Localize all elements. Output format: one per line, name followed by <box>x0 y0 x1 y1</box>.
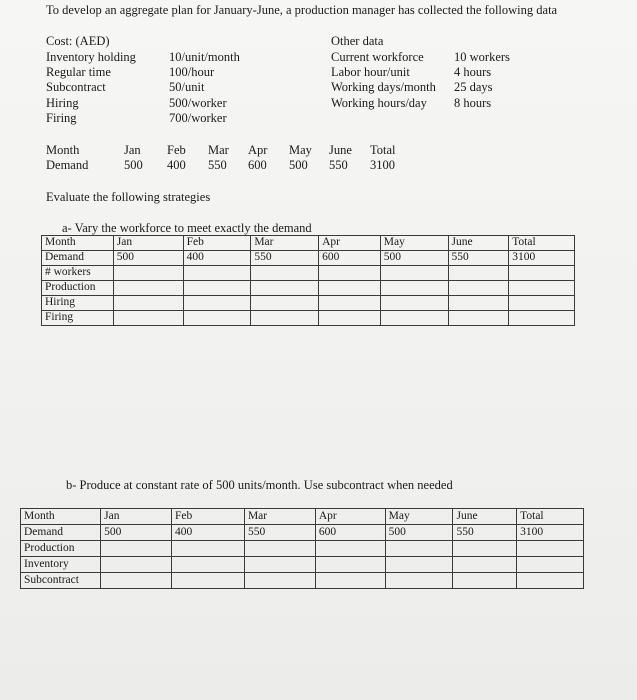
blank-cell[interactable] <box>380 311 448 326</box>
table-row <box>21 525 584 541</box>
table-row <box>42 296 575 311</box>
blank-cell[interactable] <box>315 541 385 557</box>
blank-cell[interactable] <box>380 296 448 311</box>
cost-label: Hiring <box>46 96 79 110</box>
demand-row-cell: 400 <box>167 158 186 172</box>
blank-cell[interactable] <box>172 541 245 557</box>
table-cell: 500 <box>113 251 183 266</box>
demand-row-cell: 500 <box>289 158 308 172</box>
demand-header-cell: May <box>289 143 312 157</box>
demand-row-cell: 550 <box>329 158 348 172</box>
blank-cell[interactable] <box>448 296 509 311</box>
table-cell: 3100 <box>517 525 584 541</box>
table-cell: May <box>385 509 453 525</box>
blank-cell[interactable] <box>509 266 575 281</box>
table-cell: 3100 <box>509 251 575 266</box>
table-cell: Subcontract <box>21 573 101 589</box>
evaluate-text: Evaluate the following strategies <box>46 190 211 204</box>
table-cell: Production <box>42 281 114 296</box>
blank-cell[interactable] <box>113 281 183 296</box>
table-cell: Demand <box>42 251 114 266</box>
blank-cell[interactable] <box>448 311 509 326</box>
cost-label: Subcontract <box>46 80 106 94</box>
blank-cell[interactable] <box>244 557 315 573</box>
blank-cell[interactable] <box>319 311 381 326</box>
blank-cell[interactable] <box>172 573 245 589</box>
table-row <box>42 311 575 326</box>
blank-cell[interactable] <box>101 557 172 573</box>
other-value: 8 hours <box>454 96 492 110</box>
table-cell: Demand <box>21 525 101 541</box>
other-label: Working days/month <box>331 80 436 94</box>
blank-cell[interactable] <box>101 573 172 589</box>
table-row <box>21 573 584 589</box>
table-cell: Firing <box>42 311 114 326</box>
blank-cell[interactable] <box>448 266 509 281</box>
cost-heading: Cost: (AED) <box>46 34 110 48</box>
blank-cell[interactable] <box>172 557 245 573</box>
table-cell: June <box>453 509 517 525</box>
blank-cell[interactable] <box>113 266 183 281</box>
demand-header-cell: June <box>329 143 352 157</box>
blank-cell[interactable] <box>385 557 453 573</box>
blank-cell[interactable] <box>509 311 575 326</box>
demand-header-cell: Jan <box>124 143 141 157</box>
blank-cell[interactable] <box>453 541 517 557</box>
table-cell: Mar <box>251 236 319 251</box>
table-row <box>21 509 584 525</box>
demand-row-cell: Demand <box>46 158 89 172</box>
table-cell: Month <box>42 236 114 251</box>
strategy-b-title: b- Produce at constant rate of 500 units/month. Use subcontract when needed <box>66 478 453 492</box>
table-cell: Apr <box>319 236 381 251</box>
cost-label: Regular time <box>46 65 111 79</box>
blank-cell[interactable] <box>319 266 381 281</box>
table-cell: 400 <box>183 251 251 266</box>
table-cell: Inventory <box>21 557 101 573</box>
table-cell: 550 <box>448 251 509 266</box>
cost-value: 700/worker <box>169 111 227 125</box>
table-cell: 550 <box>251 251 319 266</box>
table-cell: Jan <box>113 236 183 251</box>
blank-cell[interactable] <box>517 557 584 573</box>
blank-cell[interactable] <box>113 296 183 311</box>
table-cell: 550 <box>453 525 517 541</box>
cost-label: Inventory holding <box>46 50 136 64</box>
table-cell: Mar <box>244 509 315 525</box>
other-value: 25 days <box>454 80 493 94</box>
blank-cell[interactable] <box>183 296 251 311</box>
blank-cell[interactable] <box>319 296 381 311</box>
blank-cell[interactable] <box>380 281 448 296</box>
blank-cell[interactable] <box>517 541 584 557</box>
table-row <box>42 266 575 281</box>
blank-cell[interactable] <box>183 281 251 296</box>
strategy-b-table <box>20 508 584 589</box>
blank-cell[interactable] <box>183 311 251 326</box>
table-cell: Production <box>21 541 101 557</box>
demand-row-cell: 500 <box>124 158 143 172</box>
blank-cell[interactable] <box>251 296 319 311</box>
cost-value: 500/worker <box>169 96 227 110</box>
blank-cell[interactable] <box>380 266 448 281</box>
blank-cell[interactable] <box>251 266 319 281</box>
blank-cell[interactable] <box>101 541 172 557</box>
strategy-a-title: a- Vary the workforce to meet exactly the demand <box>62 221 312 235</box>
blank-cell[interactable] <box>251 281 319 296</box>
table-cell: 600 <box>319 251 381 266</box>
other-value: 4 hours <box>454 65 492 79</box>
cost-value: 50/unit <box>169 80 205 94</box>
table-cell: Total <box>517 509 584 525</box>
blank-cell[interactable] <box>385 573 453 589</box>
table-row <box>21 541 584 557</box>
blank-cell[interactable] <box>517 573 584 589</box>
strategy-a-table <box>41 235 575 326</box>
blank-cell[interactable] <box>244 573 315 589</box>
blank-cell[interactable] <box>315 573 385 589</box>
blank-cell[interactable] <box>251 311 319 326</box>
cost-label: Firing <box>46 111 77 125</box>
blank-cell[interactable] <box>509 296 575 311</box>
table-row <box>42 236 575 251</box>
table-cell: Apr <box>315 509 385 525</box>
blank-cell[interactable] <box>315 557 385 573</box>
other-label: Working hours/day <box>331 96 427 110</box>
table-cell: 550 <box>244 525 315 541</box>
blank-cell[interactable] <box>453 557 517 573</box>
table-cell: Total <box>509 236 575 251</box>
intro-text: To develop an aggregate plan for January-June, a production manager has collected the following data <box>46 3 558 17</box>
table-cell: 500 <box>380 251 448 266</box>
demand-header-cell: Apr <box>248 143 268 157</box>
table-cell: Hiring <box>42 296 114 311</box>
demand-header-cell: Total <box>370 143 396 157</box>
blank-cell[interactable] <box>244 541 315 557</box>
table-cell: Feb <box>172 509 245 525</box>
other-label: Labor hour/unit <box>331 65 410 79</box>
blank-cell[interactable] <box>509 281 575 296</box>
other-value: 10 workers <box>454 50 510 64</box>
blank-cell[interactable] <box>113 311 183 326</box>
table-cell: May <box>380 236 448 251</box>
demand-header-cell: Mar <box>208 143 229 157</box>
blank-cell[interactable] <box>319 281 381 296</box>
table-cell: Month <box>21 509 101 525</box>
blank-cell[interactable] <box>448 281 509 296</box>
blank-cell[interactable] <box>385 541 453 557</box>
demand-row-cell: 550 <box>208 158 227 172</box>
table-cell: # workers <box>42 266 114 281</box>
table-cell: June <box>448 236 509 251</box>
table-cell: 400 <box>172 525 245 541</box>
demand-header-cell: Month <box>46 143 80 157</box>
table-row <box>42 281 575 296</box>
blank-cell[interactable] <box>183 266 251 281</box>
cost-value: 10/unit/month <box>169 50 240 64</box>
demand-header-cell: Feb <box>167 143 186 157</box>
table-row <box>21 557 584 573</box>
cost-value: 100/hour <box>169 65 215 79</box>
other-label: Current workforce <box>331 50 424 64</box>
demand-row-cell: 3100 <box>370 158 395 172</box>
table-cell: 600 <box>315 525 385 541</box>
table-row <box>42 251 575 266</box>
other-heading: Other data <box>331 34 384 48</box>
table-cell: 500 <box>101 525 172 541</box>
blank-cell[interactable] <box>453 573 517 589</box>
table-cell: Jan <box>101 509 172 525</box>
table-cell: 500 <box>385 525 453 541</box>
demand-row-cell: 600 <box>248 158 267 172</box>
table-cell: Feb <box>183 236 251 251</box>
